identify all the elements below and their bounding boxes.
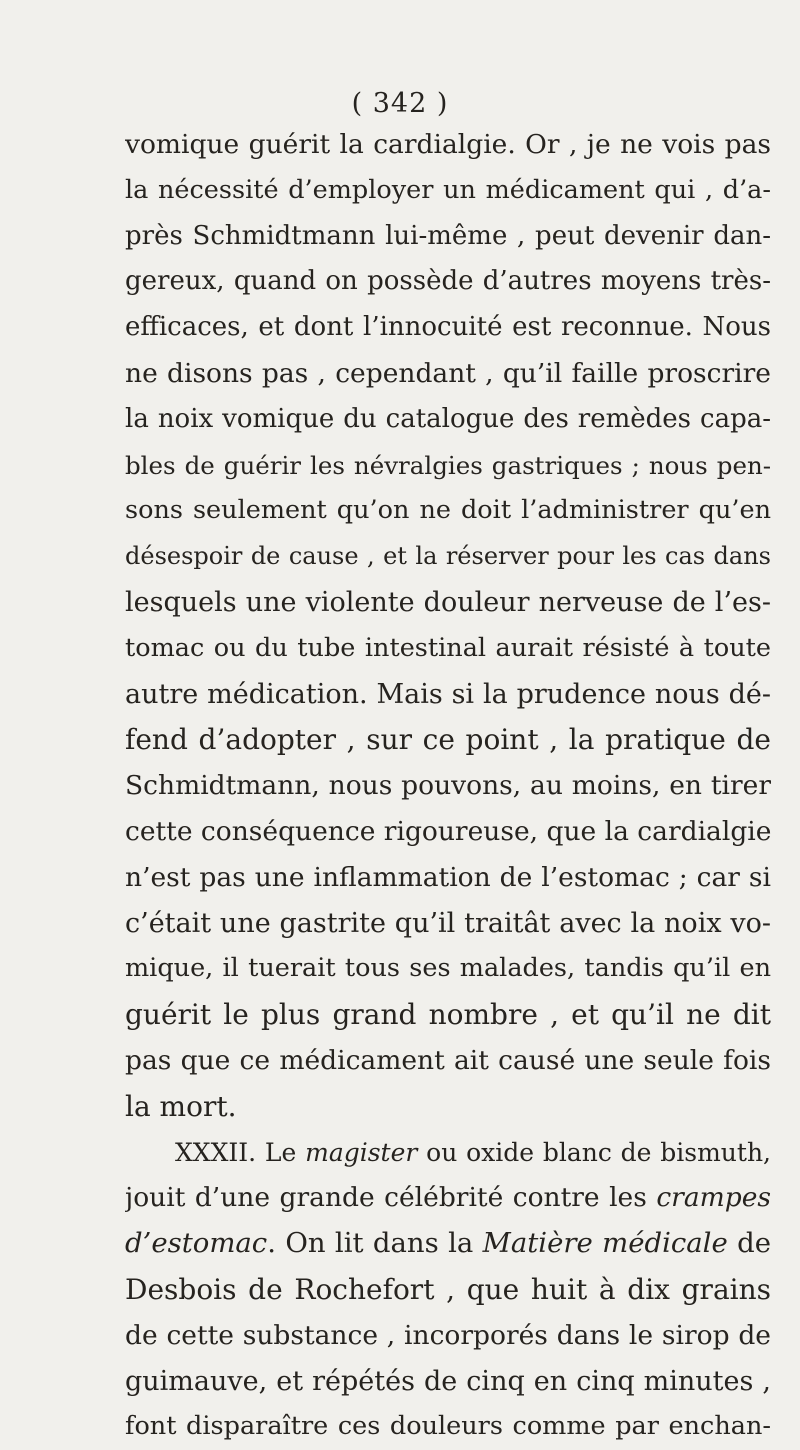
text-line: Desbois de Rochefort , que huit à dix grains [125, 1272, 771, 1306]
text-segment: ou oxide blanc de bismuth, [417, 1137, 771, 1167]
page-number: ( 342 ) [351, 88, 449, 119]
text-line: de cette substance , incorporés dans le sirop de [125, 1319, 771, 1351]
italic-term: magister [305, 1137, 418, 1167]
text-line: n’est pas une inflammation de l’estomac ; car si [125, 861, 771, 893]
text-segment: de [727, 1227, 771, 1260]
text-line: la nécessité d’employer un médicament qui , d’a- [125, 174, 771, 205]
text-line: c’était une gastrite qu’il traitât avec la noix vo- [125, 907, 771, 939]
text-line: Schmidtmann, nous pouvons, au moins, en tirer [125, 770, 771, 802]
italic-term: crampes [656, 1182, 771, 1214]
text-line: guérit le plus grand nombre , et qu’il ne dit [125, 998, 771, 1032]
text-line: tomac ou du tube intestinal aurait résisté à toute [125, 632, 771, 663]
text-line: pas que ce médicament ait causé une seule fois [125, 1044, 771, 1076]
text-line: bles de guérir les névralgies gastriques ; nous pen- [125, 450, 771, 480]
text-segment: jouit d’une grande célébrité contre les [125, 1182, 657, 1214]
italic-book-title: Matière médicale [482, 1227, 728, 1260]
text-line: guimauve, et répétés de cinq en cinq minutes , [125, 1365, 771, 1397]
text-line: gereux, quand on possède d’autres moyens très- [125, 266, 771, 297]
text-segment: . On lit dans la [267, 1227, 483, 1260]
italic-term: d’estomac [125, 1227, 268, 1260]
text-line: autre médication. Mais si la prudence nous dé- [125, 678, 771, 710]
text-line: fend d’adopter , sur ce point , la pratique de [125, 723, 771, 757]
text-line: vomique guérit la cardialgie. Or , je ne vois pas [125, 129, 771, 160]
text-line: font disparaître ces douleurs comme par enchan- [125, 1411, 771, 1442]
text-line: près Schmidtmann lui-même , peut devenir dan- [125, 220, 771, 251]
text-line: sons seulement qu’on ne doit l’administrer qu’en [125, 495, 771, 526]
body-text [125, 122, 771, 1450]
text-line [125, 1221, 771, 1267]
text-line: ne disons pas , cependant , qu’il faille proscrire [125, 357, 771, 389]
text-line: la mort. [125, 1089, 237, 1123]
paragraph-start-line [125, 1130, 771, 1176]
text-line: efficaces, et dont l’innocuité est reconnue. Nous [125, 312, 771, 343]
text-line: désespoir de cause , et la réserver pour les cas dans [125, 542, 771, 571]
text-segment: XXXII. Le [175, 1137, 306, 1167]
text-line [125, 1175, 771, 1221]
text-line: lesquels une violente douleur nerveuse de l’es- [125, 586, 771, 618]
text-line: mique, il tuerait tous ses malades, tandis qu’il en [125, 953, 771, 984]
text-line: cette conséquence rigoureuse, que la cardialgie [125, 815, 771, 847]
text-line: la noix vomique du catalogue des remèdes capa- [125, 403, 771, 434]
